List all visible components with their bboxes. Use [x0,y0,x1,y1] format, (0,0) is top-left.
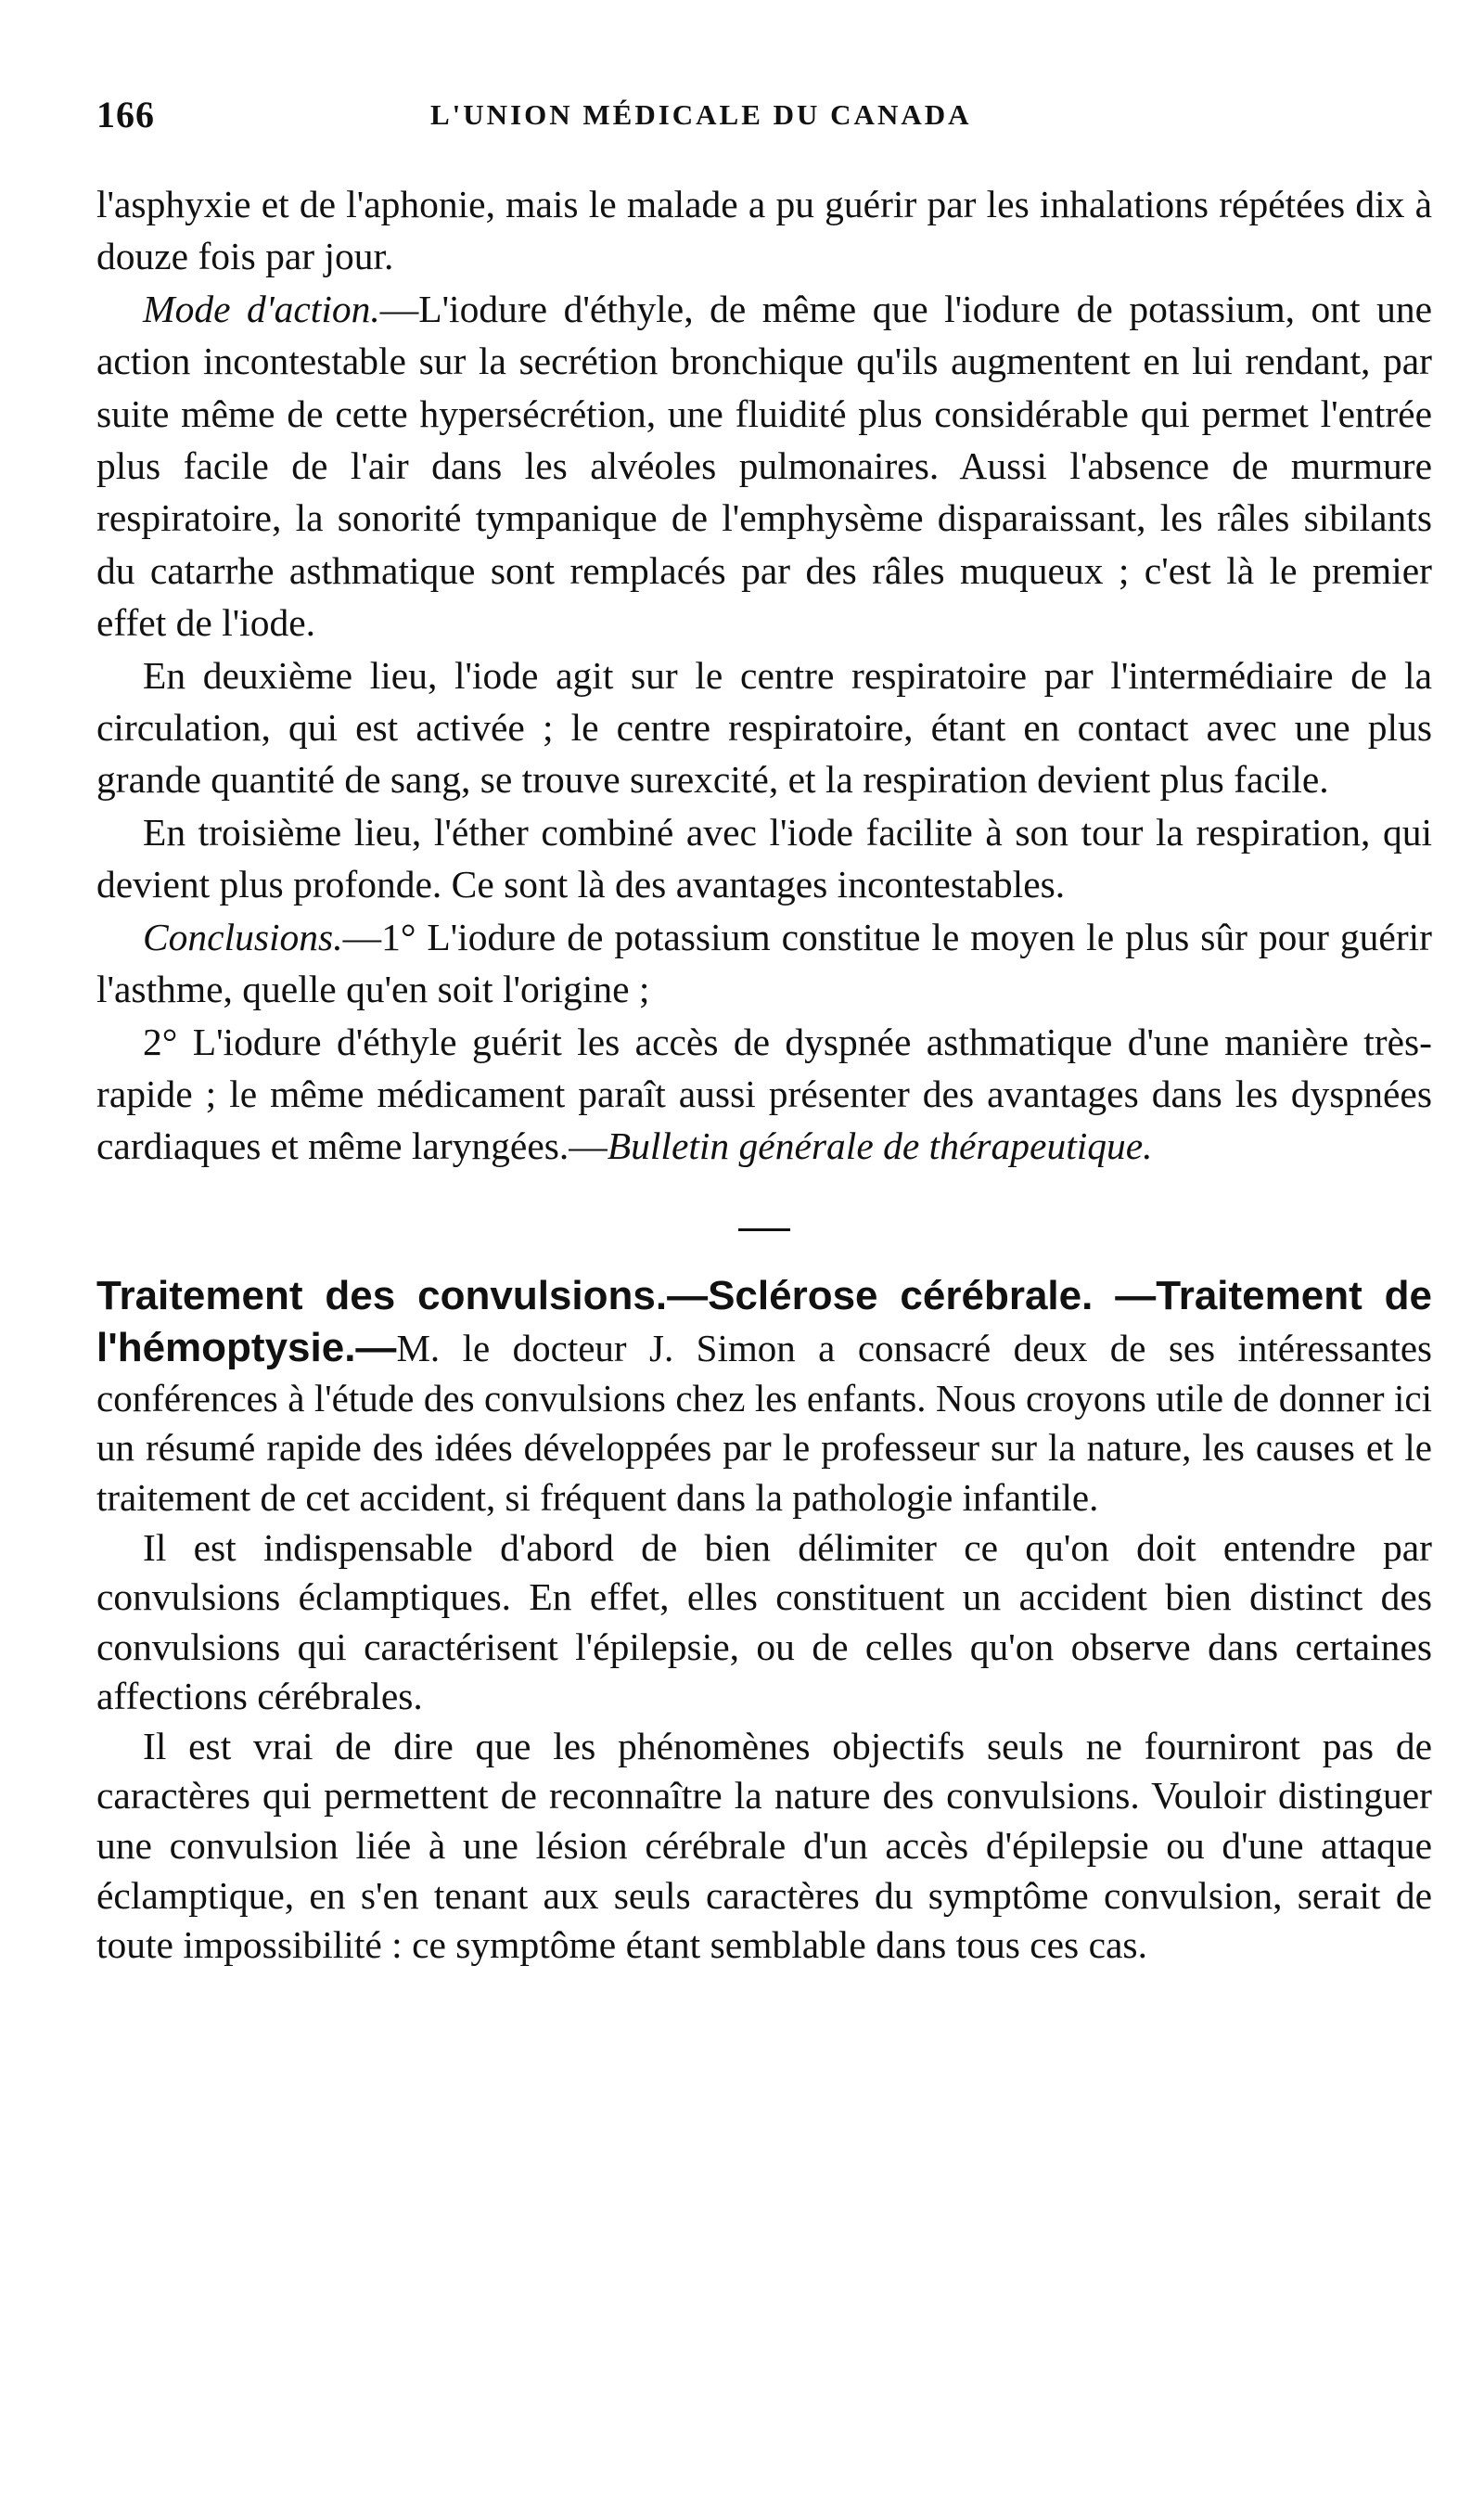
article-convulsions [96,1270,1432,1971]
paragraph-text: En troisième lieu, l'éther combiné avec l'iode facilite à son tour la respiration, qui devient plus profonde. Ce sont là des avantages incontestables. [96,810,1432,906]
running-title: L'UNION MÉDICALE DU CANADA [430,98,972,131]
paragraph-text: l'asphyxie et de l'aphonie, mais le malade a pu guérir par les inhalations répétées dix à douze fois par jour. [96,183,1432,278]
paragraph-conclusions [96,911,1432,1016]
source-citation: Bulletin générale de thérapeutique. [607,1124,1153,1168]
section-divider [738,1228,790,1231]
page-header [96,93,1432,145]
mode-action-label: Mode d'action. [143,287,380,330]
paragraph-mode-action [96,283,1432,649]
paragraph-conclusion-2 [96,1016,1432,1173]
article-lead-paragraph [96,1270,1432,1523]
paragraph-text: Il est indispensable d'abord de bien délimiter ce qu'on doit entendre par convulsions éclamptiques. En effet, elles constituent un accident bien distinct des convulsions qui caractérisent l'épilepsie, ou de celles qu'on observe dans certaines affections cérébrales. [96,1525,1432,1718]
paragraph-text: Il est vrai de dire que les phénomènes objectifs seuls ne fourniront pas de caractères qui permettent de reconnaître la nature des convulsions. Vouloir distinguer une convulsion liée à une lésion cérébrale d'un accès d'épilepsie ou d'une attaque éclamptique, en s'en tenant aux seuls caractères du symptôme convulsion, serait de toute impossibilité : ce symptôme étant semblable dans tous ces cas. [96,1724,1432,1967]
conclusions-label: Conclusions. [143,915,343,958]
paragraph-troisieme-lieu [96,806,1432,911]
page [96,93,1432,1971]
paragraph-text: —1° L'iodure de potassium constitue le moyen le plus sûr pour guérir l'asthme, quelle qu'en soit l'origine ; [96,915,1432,1011]
paragraph-text: 2° L'iodure d'éthyle guérit les accès de dyspnée asthmatique d'une manière très-rapide ; le même médicament paraît aussi présenter des avantages dans les dyspnées cardiaques et même laryngées.— [96,1020,1432,1168]
paragraph-phenomenes [96,1722,1432,1971]
paragraph-text: En deuxième lieu, l'iode agit sur le centre respiratoire par l'intermédiaire de la circulation, qui est activée ; le centre respiratoire, étant en contact avec une plus grande quantité de sang, se trouve surexcité, et la respiration devient plus facile. [96,653,1432,802]
paragraph-text: —L'iodure d'éthyle, de même que l'iodure de potassium, ont une action incontestable sur la secrétion bronchique qu'ils augmentent en lui rendant, par suite même de cette hypersécrétion, une fluidité plus considérable qui permet l'entrée plus facile de l'air dans les alvéoles pulmonaires. Aussi l'absence de murmure respiratoire, la sonorité tympanique de l'emphysème disparaissant, les râles sibilants du catarrhe asthmatique sont remplacés par des râles muqueux ; c'est là le premier effet de l'iode. [96,287,1432,645]
paragraph-delimiter [96,1523,1432,1722]
article-heading: Traitement des convulsions.—Sclérose cérébrale. —Traitement de l'hémoptysie.— [96,1272,1432,1370]
previous-article [96,178,1432,1173]
paragraph-asphyxie [96,178,1432,283]
paragraph-text: M. le docteur J. Simon a consacré deux de ses intéressantes conférences à l'étude des convulsions chez les enfants. Nous croyons utile de donner ici un résumé rapide des idées développées par le professeur sur la nature, les causes et le traitement de cet accident, si fréquent dans la pathologie infantile. [96,1326,1432,1519]
page-number: 166 [96,94,155,135]
paragraph-deuxieme-lieu [96,649,1432,806]
